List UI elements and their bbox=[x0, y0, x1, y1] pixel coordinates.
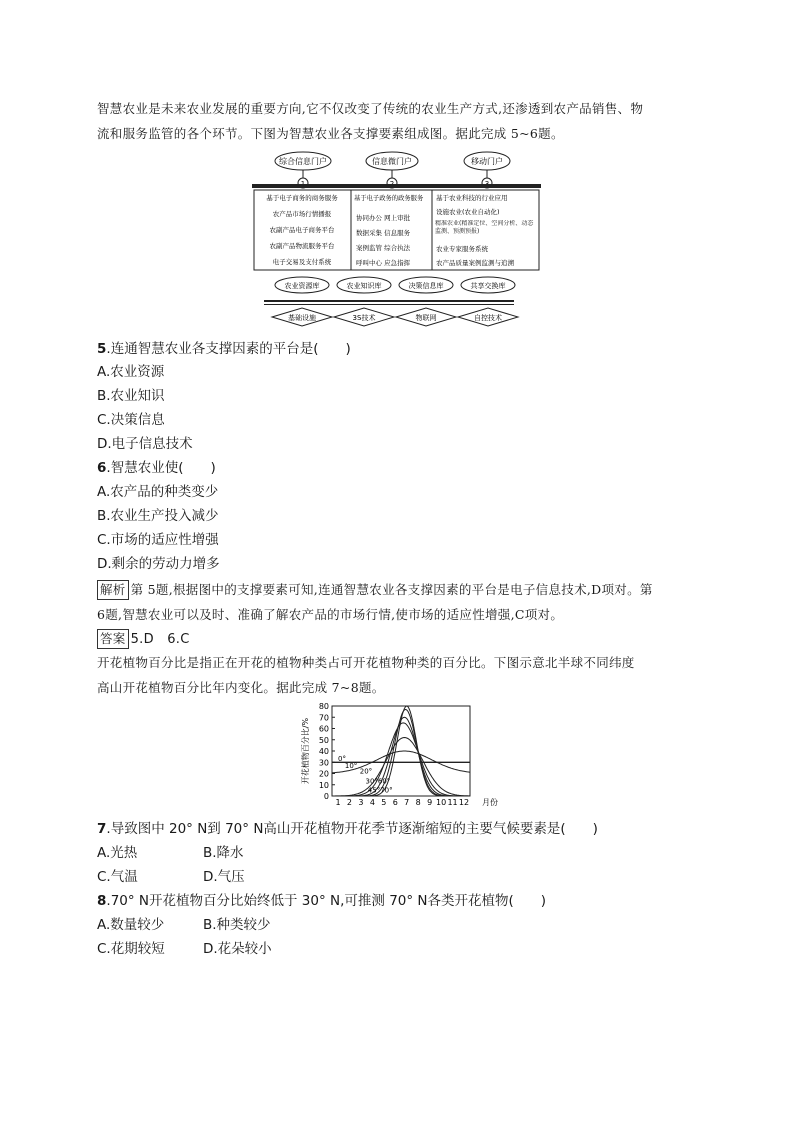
q6-option-c[interactable]: C.市场的适应性增强 bbox=[97, 532, 219, 548]
diagram-col3-item: 精准农业(精准定位、空间分析、动态监测、预测预报) bbox=[435, 220, 534, 235]
q8-option-d[interactable]: D.花朵较小 bbox=[203, 941, 272, 957]
y-tick-label: 40 bbox=[318, 747, 329, 756]
intro-line: 智慧农业是未来农业发展的重要方向,它不仅改变了传统的农业生产方式,还渗透到农产品销售、物 bbox=[97, 101, 644, 116]
y-tick-label: 80 bbox=[318, 702, 329, 711]
portal-label: 综合信息门户 bbox=[279, 157, 327, 166]
diagram-col1-item: 电子交易及支付系统 bbox=[272, 258, 332, 266]
intro-line: 流和服务监管的各个环节。下图为智慧农业各支撑要素组成图。据此完成 5~6题。 bbox=[97, 126, 564, 141]
y-tick-label: 30 bbox=[318, 758, 329, 768]
y-tick-label: 10 bbox=[318, 780, 329, 790]
series-label: 30°60° bbox=[365, 777, 391, 786]
diagram-col1-item: 农副产品物流服务平台 bbox=[269, 242, 335, 250]
analysis-line: 6题,智慧农业可以及时、准确了解农产品的市场行情,使市场的适应性增强,C项对。 bbox=[97, 607, 564, 622]
x-tick-label: 7 bbox=[404, 798, 410, 807]
x-tick-label: 6 bbox=[392, 798, 398, 807]
x-axis-unit: 月份 bbox=[482, 798, 498, 807]
series-label: 45°70° bbox=[367, 786, 393, 795]
question-8-stem bbox=[97, 890, 546, 912]
series-label: 0° bbox=[338, 755, 346, 764]
diagram-col2-item: 案例监管 综合执法 bbox=[356, 244, 411, 252]
infrastructure-label: 自控技术 bbox=[474, 314, 502, 322]
q5-option-a[interactable]: A.农业资源 bbox=[97, 364, 165, 380]
analysis-block bbox=[97, 577, 707, 627]
intro-paragraph-1 bbox=[97, 96, 707, 146]
flowering-chart bbox=[292, 700, 507, 812]
x-tick-label: 12 bbox=[458, 798, 470, 807]
q7-option-c[interactable]: C.气温 bbox=[97, 869, 138, 885]
portal-label: 信息微门户 bbox=[372, 157, 412, 166]
question-text: .连通智慧农业各支撑因素的平台是( ) bbox=[106, 341, 351, 357]
q5-option-d[interactable]: D.电子信息技术 bbox=[97, 436, 193, 452]
database-label: 决策信息库 bbox=[408, 282, 444, 290]
intro-paragraph-2 bbox=[97, 650, 707, 700]
question-6-stem bbox=[97, 457, 216, 479]
q8-option-a[interactable]: A.数量较少 bbox=[97, 917, 165, 933]
question-number: 7 bbox=[97, 821, 107, 837]
series-line-45deg bbox=[332, 717, 469, 796]
answer-text: 5.D 6.C bbox=[130, 632, 190, 647]
diagram-col3-item: 农产品质量案例监测与追溯 bbox=[436, 259, 514, 267]
q6-option-d[interactable]: D.剩余的劳动力增多 bbox=[97, 556, 220, 572]
database-label: 农业知识库 bbox=[346, 282, 382, 290]
analysis-tag: 解析 bbox=[97, 580, 129, 600]
q5-option-c[interactable]: C.决策信息 bbox=[97, 412, 165, 428]
portal-label: 移动门户 bbox=[471, 157, 503, 166]
diagram-col1-item: 基于电子商务的商务服务 bbox=[266, 194, 338, 202]
diagram-col1-item: 农产品市场行情播报 bbox=[272, 210, 332, 218]
diagram-col2-item: 基于电子政务的政务服务 bbox=[354, 195, 424, 202]
y-axis-label: 开花植物百分比/% bbox=[301, 717, 310, 785]
x-tick-label: 11 bbox=[447, 798, 458, 807]
x-tick-label: 10 bbox=[435, 798, 447, 807]
question-text: .70° N开花植物百分比始终低于 30° N,可推测 70° N各类开花植物( ) bbox=[106, 893, 547, 909]
diagram-col2-item: 协同办公 网上审批 bbox=[356, 214, 411, 222]
series-label: 10° bbox=[344, 761, 358, 770]
infrastructure-label: 物联网 bbox=[415, 314, 437, 322]
y-tick-label: 20 bbox=[318, 769, 329, 779]
question-7-stem bbox=[97, 818, 598, 840]
q7-option-b[interactable]: B.降水 bbox=[203, 845, 244, 861]
infrastructure-label: 3S技术 bbox=[352, 314, 376, 322]
diagram-col3-item: 农业专家服务系统 bbox=[436, 245, 488, 253]
y-tick-label: 50 bbox=[318, 735, 329, 745]
diagram-col1-item: 农副产品电子商务平台 bbox=[269, 226, 335, 234]
intro-line: 高山开花植物百分比年内变化。据此完成 7~8题。 bbox=[97, 680, 385, 695]
q5-option-b[interactable]: B.农业知识 bbox=[97, 388, 165, 404]
q8-option-c[interactable]: C.花期较短 bbox=[97, 941, 165, 957]
x-tick-label: 3 bbox=[358, 798, 364, 807]
question-text: .导致图中 20° N到 70° N高山开花植物开花季节逐渐缩短的主要气候要素是( ) bbox=[106, 821, 598, 837]
question-text: .智慧农业使( ) bbox=[106, 460, 216, 476]
diagram-col3-item: 设施农业(农业自动化) bbox=[436, 208, 500, 216]
x-tick-label: 4 bbox=[369, 798, 375, 807]
intro-line: 开花植物百分比是指正在开花的植物种类占可开花植物种类的百分比。下图示意北半球不同纬度 bbox=[97, 655, 635, 670]
x-tick-label: 9 bbox=[427, 798, 433, 807]
y-tick-label: 60 bbox=[318, 724, 329, 734]
answer-block bbox=[97, 626, 707, 652]
database-label: 农业资源库 bbox=[284, 282, 320, 290]
q6-option-b[interactable]: B.农业生产投入减少 bbox=[97, 508, 219, 524]
smart-agriculture-diagram bbox=[250, 150, 550, 330]
analysis-line: 第 5题,根据图中的支撑要素可知,连通智慧农业各支撑因素的平台是电子信息技术,D项对。第 bbox=[130, 582, 653, 597]
y-tick-label: 70 bbox=[318, 713, 329, 723]
x-tick-label: 2 bbox=[346, 798, 353, 807]
infrastructure-label: 基础设施 bbox=[288, 314, 316, 322]
series-label: 20° bbox=[359, 767, 373, 776]
question-number: 6 bbox=[97, 460, 107, 476]
q7-option-d[interactable]: D.气压 bbox=[203, 869, 245, 885]
diagram-col2-item: 呼叫中心 应急指挥 bbox=[356, 259, 411, 267]
question-number: 8 bbox=[97, 893, 107, 909]
y-tick-label: 0 bbox=[323, 792, 329, 801]
x-tick-label: 1 bbox=[335, 798, 341, 807]
q8-option-b[interactable]: B.种类较少 bbox=[203, 917, 271, 933]
question-number: 5 bbox=[97, 341, 107, 357]
x-tick-label: 8 bbox=[415, 798, 421, 807]
q6-option-a[interactable]: A.农产品的种类变少 bbox=[97, 484, 219, 500]
q7-option-a[interactable]: A.光热 bbox=[97, 845, 138, 861]
question-5-stem bbox=[97, 338, 351, 360]
answer-tag: 答案 bbox=[97, 629, 129, 649]
series-line-30deg bbox=[332, 723, 469, 796]
x-tick-label: 5 bbox=[381, 798, 387, 807]
diagram-col3-item: 基于农业科技的行业应用 bbox=[436, 194, 508, 202]
database-label: 共享交换库 bbox=[470, 282, 506, 290]
diagram-col2-item: 数据采集 信息服务 bbox=[356, 229, 411, 237]
